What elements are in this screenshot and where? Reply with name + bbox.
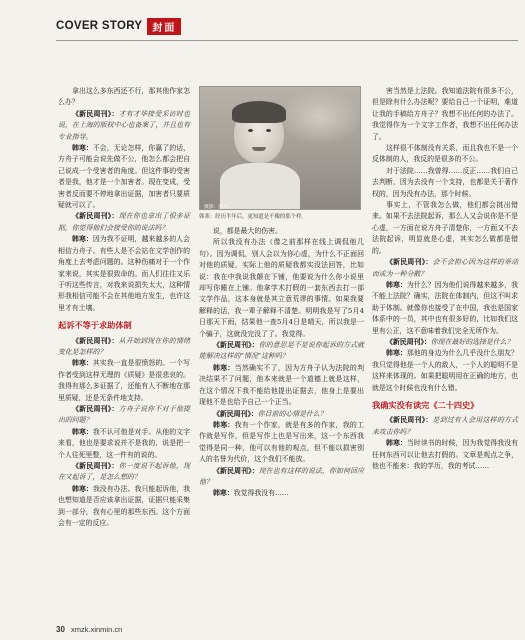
- interview-answer: [58, 358, 190, 404]
- paragraph-text: 那他的身边为什么几乎没什么朋友？我只觉得他是一个人的敌人，一个人的聪明不是这样来体现的。如果把聪明用在正确的地方，也就是这个时候也没有什么错。: [372, 349, 519, 392]
- interview-answer: [372, 280, 518, 337]
- interview-answer: [58, 234, 190, 314]
- interviewer-tag: 《新民周刊》：: [213, 466, 259, 475]
- interview-question: [58, 336, 190, 359]
- interview-question: [199, 340, 364, 363]
- interviewer-tag: 《新民周刊》：: [72, 109, 119, 118]
- article-photo: [199, 86, 361, 210]
- speaker-tag: 韩寒：: [386, 439, 407, 448]
- speaker-tag: 韩寒：: [213, 420, 235, 429]
- paragraph-text: 你一度说不起诉他，现在又起诉了，是怎么想的？: [58, 462, 190, 482]
- body-paragraph: [372, 166, 518, 200]
- page-header: [56, 16, 516, 36]
- paragraph-text: 不会，无论怎样，你赢了的话，方舟子可能会说先做不公，他怎么都会把自己说成一个受害者的角度。但这件事的受害者是我，他才是一个加害者。现在变成，受害者反而要不停地拿出证据，加害者只要质疑就可以了。: [58, 144, 191, 210]
- paragraph-text: 我有一个作家，就是有多的作家，我的工作就是写作，但是写作上也是写出来，这一个东西我觉得是同一种，他可以有他的观点，但不能以损害别人的名誉为代价，这个我们不能放。: [199, 420, 365, 464]
- body-paragraph: [372, 200, 518, 257]
- paragraph-text: 其实我一直是很愤怒的。一个写作者受到这样无理的《质疑》是很悲哀的。我得有那么多证据了，还能有人不断地在那里质疑，还是无条件地支持。: [58, 359, 191, 402]
- interviewer-tag: 《新民周刊》：: [386, 337, 431, 346]
- interviewer-tag: 《新民周刊》：: [386, 258, 433, 267]
- interviewer-tag: 《新民周刊》：: [213, 341, 259, 350]
- section-label: COVER STORY: [56, 20, 143, 32]
- interview-answer: [372, 438, 518, 472]
- paragraph-text: 才有才华接受采访时也说，在上海的版权中心也备案了，并且也有专业指导。: [58, 109, 190, 141]
- paragraph-text: 我觉得我没有……: [233, 489, 289, 498]
- interview-answer: [199, 420, 364, 466]
- speaker-tag: 韩寒：: [213, 489, 234, 498]
- paragraph-text: 你目前的心情是什么？: [257, 409, 327, 418]
- speaker-tag: 韩寒：: [72, 359, 93, 368]
- paragraph-text: 我不认可他是对手。从他的文字来看，他也是要求说并不是我的，说是把一个人往死里整，这一件有的说的。: [58, 427, 191, 459]
- interview-answer: [199, 488, 364, 499]
- paragraph-text: 现在你也拿出了很多证据，你觉得他们会接受你的说法吗？: [58, 212, 190, 232]
- paragraph-text: 说，都是最大的伤害。: [213, 227, 282, 235]
- interviewer-tag: 《新民周刊》：: [213, 409, 258, 418]
- paragraph-text: 因为我不证明，越来越多的人会相信力舟子。有些人是不会站在文学创作的角度上去考虑问题的。这种伤痛对于一个作家来说，其实是很致命的。而人们往往又乐于听这些传言，对我来说损失太大，这种情形我相信可能不会在其他地方发生，也许这里才有土壤。: [58, 235, 191, 312]
- body-paragraph: [372, 143, 518, 166]
- speaker-tag: 韩寒：: [72, 144, 93, 153]
- interview-answer: [58, 427, 190, 461]
- paragraph-text: 你的意思是不是说你起诉的方式就能解决这样的“情况”这种吗？: [199, 341, 364, 361]
- speaker-tag: 韩寒：: [72, 235, 93, 244]
- paragraph-text: 我没有办法。我只能起诉他，我也想知道是否应该拿出证据，证据只能采集到一部分，我有心里的那些东西。这个方面会有一定的反应。: [58, 484, 191, 528]
- interview-question: [199, 466, 364, 489]
- interviewer-tag: 《新民周刊》：: [386, 416, 433, 425]
- interview-question: [58, 109, 190, 143]
- speaker-tag: 韩寒：: [72, 427, 93, 436]
- interviewer-tag: 《新民周刊》：: [72, 404, 119, 413]
- paragraph-text: 对于法院……我曾得……反正……我们自己去判断，因为去没有一个支持，也都是关于著作权的，因为没有办法，那个时候。: [372, 166, 518, 198]
- paragraph-text: 事实上，不管我怎么做，他们都会挑出错来。如果不去法院起诉，那么人又会说你是不是心虚，一方面在说方舟子清楚你，一方面又不去法院起诉，明显就是心虚，其实怎么做都是错的。: [372, 201, 518, 255]
- interviewer-tag: 《新民周刊》：: [72, 212, 119, 221]
- section-heading: 我确实没有读完《二十四史》: [372, 399, 479, 410]
- column-3: [372, 86, 518, 472]
- body-paragraph: [372, 86, 518, 143]
- photo-caption: 韩寒：经历半年后，更知道是不像的那个样。: [199, 214, 307, 220]
- speaker-tag: 韩寒：: [213, 363, 235, 372]
- paragraph-text: 害当然是上法院。我知道法院有很多不公，但是除有什么办法呢？要给自己一个证明，难道让我的手稿给方舟子？我想不出任何的办法了。我觉得作为一个文字工作者，我想不出任何办法了。: [372, 87, 518, 141]
- paragraph-text: 从开始到现在你的情绪变化是怎样的？: [58, 336, 190, 356]
- column-2: [199, 226, 364, 500]
- photo-credit: 摄影：图片: [204, 205, 228, 210]
- header-rule: [56, 40, 518, 41]
- speaker-tag: 韩寒：: [386, 280, 407, 289]
- page-number: 30: [56, 625, 65, 634]
- page-footer: [56, 625, 122, 634]
- paragraph-text: 是到过有人会用这样的方式来攻击你吗？: [372, 416, 518, 436]
- paragraph-text: 这样很不体制没有关系，而且我也不是一个反体制的人，我反的是很多的不公。: [372, 144, 518, 164]
- section-heading: 起诉不等于求助体制: [58, 320, 132, 331]
- paragraph-text: 当时读书的时候，因为我觉得我没有任何东西可以让他去打假的。文章是观点之争，他也不能来：我的学历，我的考试……: [372, 439, 519, 470]
- interview-answer: [58, 143, 190, 211]
- interview-question: [199, 409, 364, 420]
- interview-question: [372, 415, 518, 438]
- speaker-tag: 韩寒：: [72, 484, 93, 493]
- paragraph-text: 拿出这么多东西还不行，那其他作家怎么办？: [58, 87, 190, 107]
- site-url: xmzk.xinmin.cn: [71, 625, 123, 634]
- interview-answer: [199, 363, 364, 409]
- interview-question: [58, 211, 190, 234]
- interview-question: [58, 461, 190, 484]
- interview-question: [58, 404, 190, 427]
- paragraph-text: 所以我没有办法（像之前那样在线上调侃他几句）。因为调侃，别人会以为你心虚，为什么不正面回对他的质疑，实际上他的质疑我都实没法回答，比如说：我在中我说我颠在下铺，他要说为什么你小说里却写你睡在上铺。他拿学术打假的一套东西去打一部文学作品，这本身就是其立意荒谬的事情。如果我要解释的话，我一辈子解释不清楚。明明我是写了5月4日那天下雨，结果他一查5月4日是晴天，所以我是一个骗子，这就没完没了了。我觉得。: [199, 238, 364, 338]
- interviewer-tag: 《新民周刊》：: [72, 336, 119, 345]
- section-label-cn: 封面: [147, 18, 181, 35]
- body-paragraph: [199, 226, 364, 237]
- interviewer-tag: 《新民周刊》：: [72, 462, 119, 470]
- paragraph-text: 为什么？因为他们说得越来越多，我不能上法院？确实，法院在体制内，但这不叫求助于体制。就像你也接受了在中国，我也是国家体系中的一员，其中也有很多好的，比如我们这里有公正，这不意味着我们完全无所作为。: [372, 280, 519, 335]
- interview-question: [372, 257, 518, 280]
- body-paragraph: [199, 237, 364, 340]
- paragraph-text: 当然确实不了，因为方舟子认为法院的判决结果不了问题，他本来就是一个道德上就是这样，在这个情况下我不能给他提出证据去，他身上是要出现他不是也给予自己一个正当。: [199, 363, 365, 407]
- column-1: [58, 86, 190, 529]
- speaker-tag: 韩寒：: [386, 349, 407, 358]
- interview-question: [372, 337, 518, 348]
- paragraph-text: 方舟子说你不对于他提出的问题？: [58, 404, 190, 425]
- body-paragraph: [58, 86, 190, 109]
- paragraph-text: 现在也有这样的说法，你如何回应他？: [199, 466, 364, 486]
- paragraph-text: 你现在最好的选择是什么？: [430, 337, 514, 346]
- paragraph-text: 会不会担心因为这样的举动而成为一种分散？: [372, 258, 518, 278]
- interview-answer: [372, 348, 518, 394]
- interview-answer: [58, 484, 190, 530]
